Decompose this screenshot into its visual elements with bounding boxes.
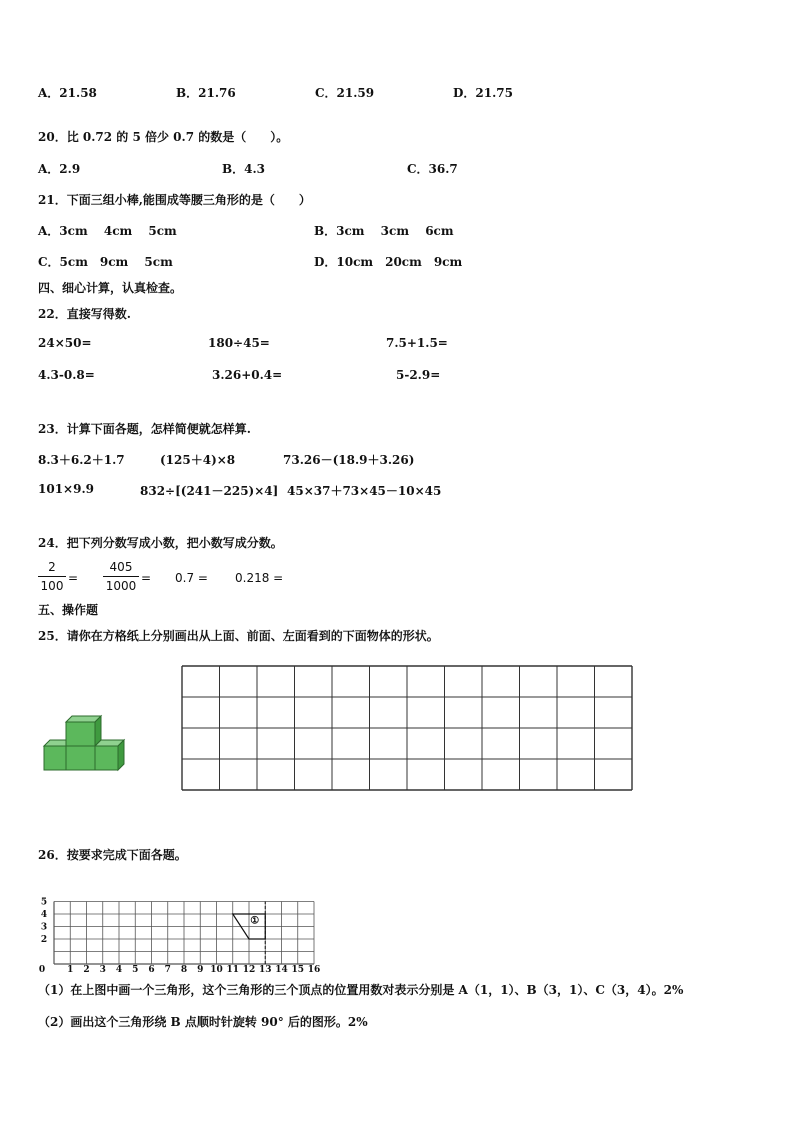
coordinate-grid[interactable] [30,868,330,972]
q26-question: 26．按要求完成下面各题。 [38,848,187,862]
x-tick-label: 4 [115,965,123,972]
q22-item-6: 5-2.9= [396,368,441,382]
x-tick-label: 13 [258,965,272,972]
x-tick-label: 16 [307,965,321,972]
q23-item-1: 8.3＋6.2＋1.7 [38,453,125,467]
q19-option-a: A．21.58 [38,86,97,100]
q22-item-2: 180÷45= [208,336,270,350]
q26-subquestion-2: （2）画出这个三角形绕 B 点顺时针旋转 90° 后的图形。2% [38,1015,368,1029]
y-tick-label: 5 [40,897,48,908]
q22-item-1: 24×50= [38,336,92,350]
y-tick-label: 2 [40,935,48,945]
q24-question: 24．把下列分数写成小数，把小数写成分数。 [38,536,283,550]
section-4-heading: 四、细心计算，认真检查。 [38,281,183,295]
fraction-405-over-1000 [103,560,139,593]
q26-subquestion-1: （1）在上图中画一个三角形，这个三角形的三个顶点的位置用数对表示分别是 A（1，1）、B（3，1）、C（3，4）。2% [38,983,684,997]
decimal-item-2: 0.218 = [235,571,284,585]
q21-question: 21．下面三组小棒,能围成等腰三角形的是（ ） [38,193,311,207]
q22-item-5: 3.26+0.4= [212,368,283,382]
q19-option-d: D．21.75 [453,86,513,100]
q20-option-b: B．4.3 [222,162,266,176]
fraction-numerator: 2 [48,560,56,574]
q23-item-4: 101×9.9 [38,482,94,496]
q20-option-a: A．2.9 [38,162,81,176]
y-tick-label: 4 [40,910,48,920]
equals-sign: = [141,571,152,585]
fraction-denominator: 100 [40,579,64,593]
q23-question: 23．计算下面各题，怎样简便就怎样算. [38,422,251,436]
equals-sign: = [68,571,79,585]
q22-item-4: 4.3-0.8= [38,368,95,382]
square-grid-paper[interactable] [180,664,634,794]
q21-option-d: D．10cm 20cm 9cm [314,255,463,269]
q21-option-a: A．3cm 4cm 5cm [38,224,177,238]
fraction-denominator: 1000 [105,579,137,593]
q20-option-c: C．36.7 [407,162,458,176]
decimal-item-1: 0.7 = [175,571,208,585]
x-tick-label: 1 [67,965,74,972]
q19-option-c: C．21.59 [315,86,375,100]
q20-question: 20．比 0.72 的 5 倍少 0.7 的数是（ ）。 [38,130,289,144]
q19-option-b: B．21.76 [176,86,236,100]
x-tick-label: 5 [132,965,139,972]
fraction-2-over-100 [38,560,66,593]
q21-option-b: B．3cm 3cm 6cm [314,224,454,238]
x-tick-label: 6 [148,965,155,972]
x-tick-label: 14 [275,965,288,972]
x-tick-label: 0 [38,965,46,972]
x-tick-label: 12 [242,965,256,972]
x-tick-label: 9 [197,965,204,972]
x-tick-label: 8 [180,965,188,972]
fraction-numerator: 405 [109,560,133,574]
cube-stack-figure [40,712,130,776]
fraction-bar [103,576,139,577]
x-tick-label: 7 [164,965,171,972]
x-tick-label: 15 [291,965,305,972]
x-tick-label: 2 [83,965,90,972]
q21-option-c: C．5cm 9cm 5cm [38,255,173,269]
x-tick-label: 3 [99,965,106,972]
x-tick-label: 10 [210,965,223,972]
q25-question: 25．请你在方格纸上分别画出从上面、前面、左面看到的下面物体的形状。 [38,629,439,643]
q22-item-3: 7.5+1.5= [386,336,448,350]
y-tick-label: 3 [40,922,48,933]
q22-question: 22．直接写得数. [38,307,131,321]
q23-item-6: 45×37＋73×45－10×45 [287,484,442,498]
fraction-bar [38,576,66,577]
section-5-heading: 五、操作题 [38,603,99,617]
q23-item-2: (125＋4)×8 [160,453,236,467]
shape-1-label: ① [250,915,260,927]
q23-item-3: 73.26－(18.9＋3.26) [283,453,415,467]
q23-item-5: 832÷[(241－225)×4] [140,484,279,498]
x-tick-label: 11 [226,965,240,972]
